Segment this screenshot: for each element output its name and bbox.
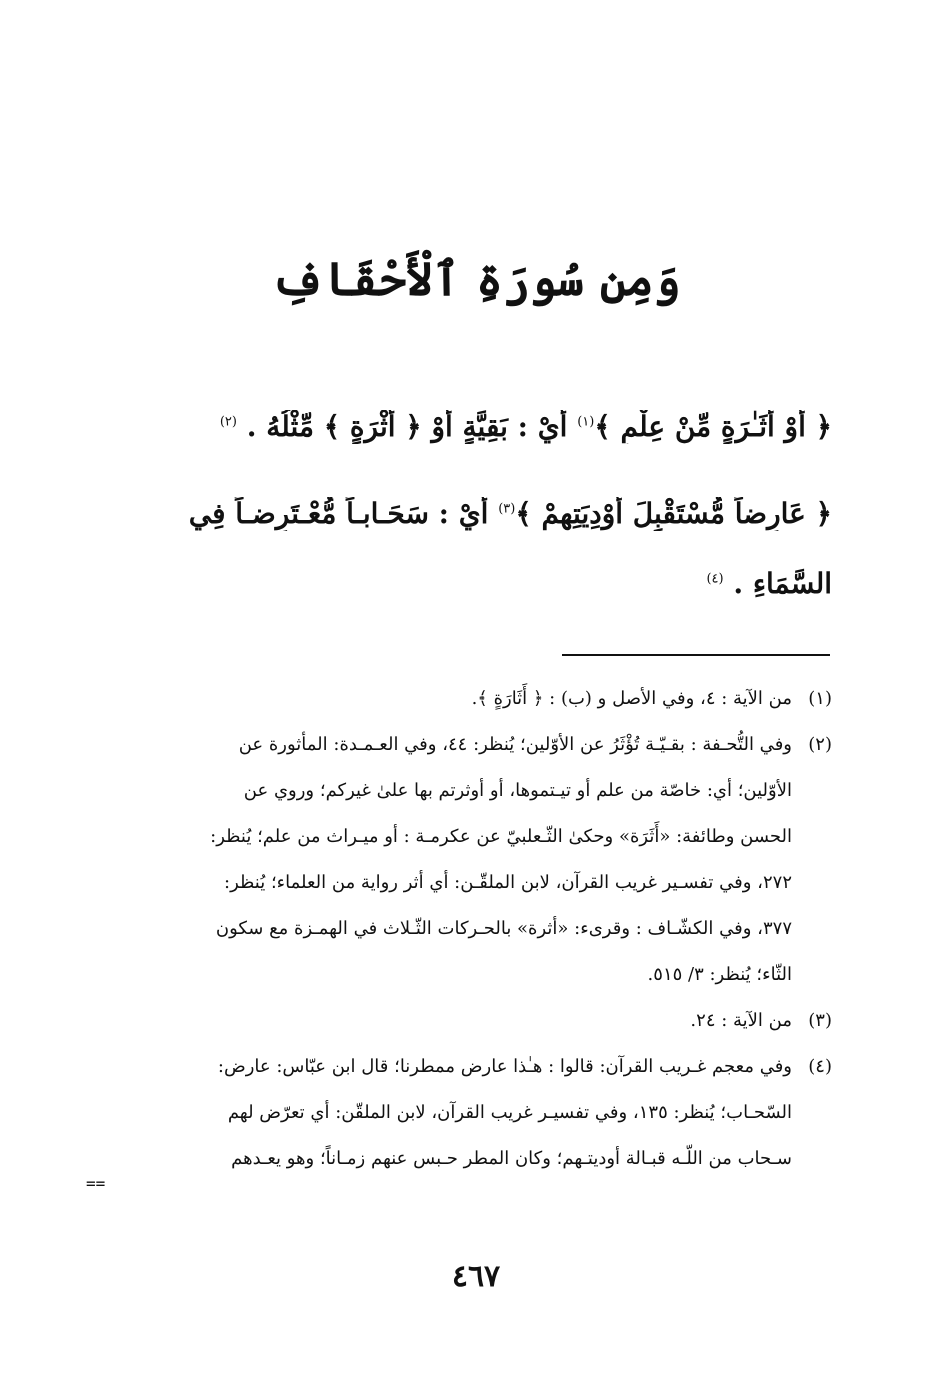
footnote-line: سـحاب من اللّـه قبـالة أوديتـهم؛ وكان المطر حـبس عنهم زمـاناً؛ وهو يعـدهم bbox=[231, 1148, 792, 1169]
page-number: ٤٦٧ bbox=[451, 1259, 501, 1294]
footnote-line: السّحـاب؛ يُنظر: ١٣٥، وفي تفسيـر غريب القرآن، لابن الملقّن: أي تعرّض لهم bbox=[227, 1102, 792, 1123]
footnote-number: (٤) bbox=[808, 1056, 832, 1077]
footnote-number: (٣) bbox=[808, 1010, 832, 1031]
footnote-line: وفي معجم غـريب القرآن: قالوا : هـٰذا عارض ممطرنا؛ قال ابن عبّاس: عارض: bbox=[217, 1056, 792, 1077]
continuation-mark: == bbox=[86, 1174, 106, 1193]
footnote-ref: (٤) bbox=[706, 571, 724, 587]
footnote-separator bbox=[562, 654, 830, 656]
footnote-ref: (٣) bbox=[498, 501, 516, 517]
footnote-ref: (١) bbox=[577, 414, 595, 430]
footnote-line: الثّاء؛ يُنظر: ٣/ ٥١٥. bbox=[647, 964, 792, 985]
footnote-line: الأوّلين؛ أي: خاصّة من علم أو تيـتموها، أو أوثرتم بها علىٰ غيركم؛ وروي عن bbox=[243, 780, 792, 801]
footnote-line: ٣٧٧، وفي الكشّـاف : وقرىء: «أثرة» بالحـركات الثّـلاث في الهمـزة مع سكون bbox=[215, 918, 792, 939]
main-line-1 bbox=[220, 410, 832, 444]
explanation-text: أَيْ : بَقِيَّةٍ أَوْ ﴿ أَثْرَةٍ ﴾ مِّثْلُهُ . bbox=[246, 410, 568, 443]
main-line-2 bbox=[189, 497, 832, 531]
footnote-line: ٢٧٢، وفي تفسـير غريب القرآن، لابن الملقّـن: أي أثر رواية من العلماء؛ يُنظر: bbox=[224, 872, 792, 893]
quran-quote: ﴿ أَوْ أَثَـٰرَةٍ مِّنْ عِلْمٍ ﴾ bbox=[594, 410, 832, 443]
quran-quote: ﴿ عَارِضاً مُّسْتَقْبِلَ أَوْدِيَتِهِمْ ﴾ bbox=[515, 497, 832, 530]
explanation-text: أَيْ : سَحَـابـاً مُّعْـتَرِضـاً فِي bbox=[188, 497, 489, 530]
footnote-3 bbox=[110, 998, 832, 1044]
footnote-1 bbox=[110, 676, 832, 722]
footnote-4 bbox=[110, 1044, 832, 1182]
footnote-number: (٢) bbox=[808, 734, 832, 755]
footnote-line: وفي التُّحـفة : بقـيّـة تُؤْثَرُ عن الأوّلين؛ يُنظر: ٤٤، وفي العـمـدة: المأثورة عن bbox=[238, 734, 792, 755]
explanation-text: السَّمَاءِ . bbox=[733, 567, 832, 600]
surah-title: وَمِن سُورَةِ ٱلْأَحْقَافِ bbox=[271, 252, 681, 306]
footnote-line: الحسن وطائفة: «أَثَرَة» وحكىٰ الثّـعلبيّ عن عكرمـة : أو ميـراث من علم؛ يُنظر: bbox=[210, 826, 792, 847]
footnote-line: من الآية : ٢٤. bbox=[690, 1010, 792, 1031]
footnote-2 bbox=[110, 722, 832, 998]
footnote-ref: (٢) bbox=[219, 414, 237, 430]
footnotes bbox=[110, 676, 832, 1182]
main-line-3 bbox=[706, 567, 832, 601]
footnote-line: من الآية : ٤، وفي الأصل و (ب) : ﴿ أَثَارَةٍ ﴾. bbox=[471, 688, 792, 709]
footnote-number: (١) bbox=[808, 688, 832, 709]
